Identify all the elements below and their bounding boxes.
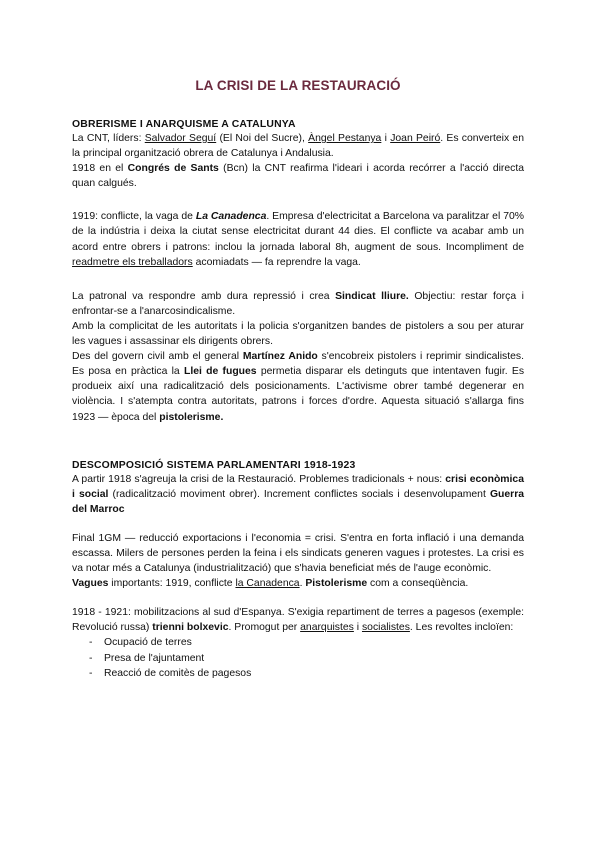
term-pistolerisme: pistolerisme.	[159, 411, 224, 423]
term-socialistes: socialistes	[361, 622, 410, 634]
paragraph-trienni: 1918 - 1921: mobilitzacions al sud d'Espanya. S'exigia repartiment de terres a pagesos (exemple: Revolució russa) trienni bolxevic. Promogut per anarquistes i socialistes. Les revoltes incloïen:	[72, 607, 524, 634]
term-la-canadenca: La Canadenca	[195, 211, 267, 223]
paragraph-cnt-leaders: La CNT, líders: Salvador Seguí (El Noi del Sucre), Àngel Pestanya i Joan Peiró. Es converteix en la principal organització obrera de Catalunya i Andalusia.	[72, 133, 524, 160]
term-anarquistes: anarquistes	[300, 622, 354, 634]
term-congres-sants: Congrés de Sants	[127, 163, 219, 175]
term-martinez-anido: Martínez Anido	[242, 351, 318, 363]
section-heading-obrerisme: OBRERISME I ANARQUISME A CATALUNYA	[72, 119, 296, 130]
list-item: - Ocupació de terres	[89, 635, 524, 650]
paragraph-pistolers: Amb la complicitat de les autoritats i la policia s'organitzen bandes de pistolers a sou per aturar les vagues i assassinar els dirigents obrers.	[72, 320, 524, 348]
term-vagues: Vagues	[72, 578, 109, 590]
term-crisi-economica: crisi econòmica i social	[72, 473, 524, 500]
term-la-canadenca-link: la Canadenca	[235, 578, 300, 590]
paragraph-vagues: Vagues importants: 1919, conflicte la Canadenca. Pistolerisme com a conseqüència.	[72, 578, 469, 590]
paragraph-crisi-restauracio: A partir 1918 s'agreuja la crisi de la Restauració. Problemes tradicionals + nous: crisi econòmica i social (radicalització moviment obrer). Increment conflictes socials i desenvolupament Guerra del Marroc	[72, 473, 525, 515]
term-trienni-bolxevic: trienni bolxevic	[152, 622, 229, 634]
term-llei-fugues: Llei de fugues	[183, 366, 257, 378]
paragraph-patronal: La patronal va respondre amb dura repressió i crea Sindicat lliure. Objectiu: restar força i enfrontar-se a l'anarcosindicalisme.	[72, 290, 524, 317]
section-heading-descomposicio: DESCOMPOSICIÓ SISTEMA PARLAMENTARI 1918-1923	[72, 459, 356, 471]
paragraph-canadenca: 1919: conflicte, la vaga de La Canadenca. Empresa d'electricitat a Barcelona va paralitzar el 70% de la indústria i deixa la ciutat sense electricitat durant 44 dies. El conflicte va acabar amb un acord entre obrers i patrons: inclou la jornada laboral 8h, augment de sous. Incompliment de readmetre els treballadors acomiadats — fa reprendre la vaga.	[72, 211, 524, 268]
paragraph-martinez-anido: Des del govern civil amb el general Martínez Anido s'encobreix pistolers i reprimir sindicalistes. Es posa en pràctica la Llei de fugues permetia disparar els detinguts que intentaven fugir. Es produeix així una radicalització dels posicionaments. L'activisme obrer també degenerar en violència. I s'atempta contra autoritats, patrons i forces d'ordre. Aquesta situació s'allarga fins 1923 — època del pistolerisme.	[72, 351, 525, 423]
paragraph-final-1gm: Final 1GM — reducció exportacions i l'economia = crisi. S'entra en forta inflació i una demanda escassa. Milers de persones perden la feina i els sindicats generen vagues i protestes. La crisi es va notar més a Catalunya (industrialització) que s'havia beneficiat més de l'auge econòmic.	[72, 532, 524, 575]
name-salvador-segui: Salvador Seguí	[144, 133, 217, 144]
list-item: - Presa de l'ajuntament	[89, 651, 524, 666]
term-sindicat-lliure: Sindicat lliure.	[335, 290, 409, 302]
name-joan-peiro: Joan Peiró	[390, 133, 441, 144]
revoltes-list	[72, 635, 524, 680]
document-page	[72, 78, 524, 681]
term-pistolerisme-2: Pistolerisme	[305, 578, 368, 590]
term-guerra-marroc: Guerra del Marroc	[72, 488, 525, 515]
list-item: - Reacció de comitès de pagesos	[89, 666, 524, 681]
paragraph-congres-sants: 1918 en el Congrés de Sants (Bcn) la CNT reafirma l'ideari i acorda recórrer a l'acció directa quan calgués.	[72, 163, 525, 190]
page-title: LA CRISI DE LA RESTAURACIÓ	[195, 78, 401, 93]
term-readmetre: readmetre els treballadors	[72, 256, 193, 268]
name-angel-pestanya: Àngel Pestanya	[308, 133, 382, 144]
